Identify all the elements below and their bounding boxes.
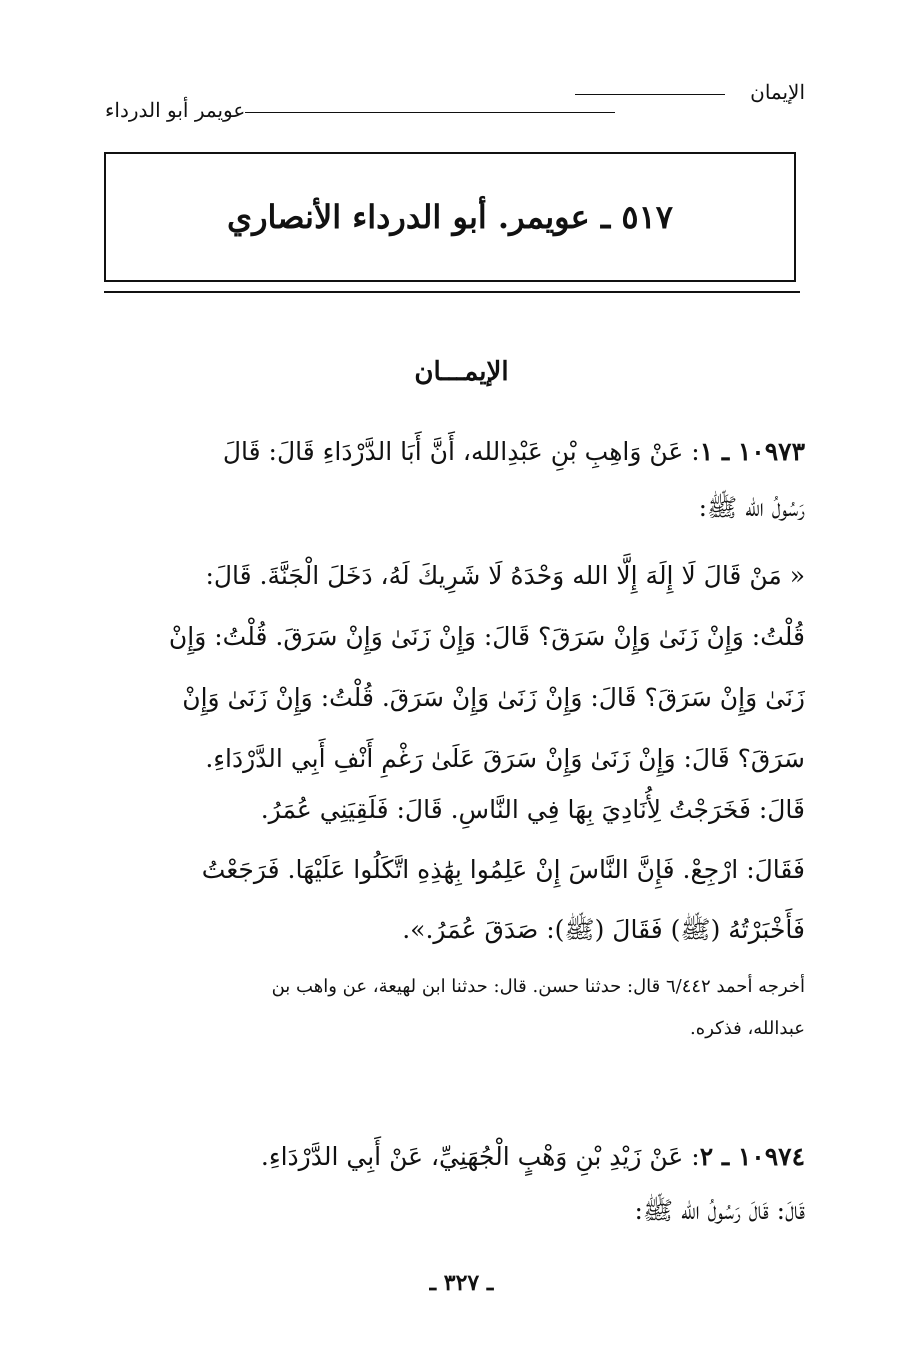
hadith-1-source-note: [105, 966, 805, 1050]
hadith-1-number: ١٠٩٧٣ ـ ١: [699, 437, 805, 466]
hadith-1-continuation-line: قَالَ: فَخَرَجْتُ لِأُنَادِيَ بِهَا فِي النَّاسِ. قَالَ: فَلَقِيَنِي عُمَرُ.: [260, 795, 805, 824]
hadith-1-text: [105, 545, 805, 789]
running-header-rule-left: [245, 112, 615, 113]
source-note-line: أخرجه أحمد ٦/٤٤٢ قال: حدثنا حسن. قال: حدثنا ابن لهيعة، عن واهب بن: [271, 976, 805, 997]
hadith-2-number: ١٠٩٧٤ ـ ٢: [699, 1142, 805, 1171]
hadith-2-line: [105, 1130, 805, 1184]
page-number: ـ ٣٢٧ ـ: [429, 1270, 494, 1296]
hadith-1-intro-line: رَسُولُ الله ﷺ:: [698, 493, 805, 522]
source-note-line: عبدالله، فذكره.: [690, 1018, 805, 1039]
hadith-1-text-line: قُلْتُ: وَإِنْ زَنَىٰ وَإِنْ سَرَقَ؟ قَالَ: وَإِنْ زَنَىٰ وَإِنْ سَرَقَ. قُلْتُ: وَإِنْ: [168, 622, 805, 651]
running-header-person: عويمر أبو الدرداء: [105, 98, 246, 122]
hadith-1-text-line: « مَنْ قَالَ لَا إِلَهَ إِلَّا الله وَحْدَهُ لَا شَرِيكَ لَهُ، دَخَلَ الْجَنَّةَ. قَالَ:: [205, 561, 805, 590]
hadith-1-text-line: سَرَقَ؟ قَالَ: وَإِنْ زَنَىٰ وَإِنْ سَرَقَ عَلَىٰ رَغْمِ أَنْفِ أَبِي الدَّرْدَاءِ.: [205, 744, 805, 773]
hadith-1-continuation-line: فَقَالَ: ارْجِعْ. فَإِنَّ النَّاسَ إِنْ عَلِمُوا بِهَٰذِهِ اتَّكَلُوا عَلَيْهَا. فَرَجَعْتُ: [201, 855, 805, 884]
section-heading: الإيمـــان: [414, 357, 509, 387]
hadith-2-line: قَالَ: قَالَ رَسُولُ الله ﷺ:: [634, 1196, 805, 1225]
running-header-rule-right: [575, 94, 725, 95]
hadith-1-text-line: زَنَىٰ وَإِنْ سَرَقَ؟ قَالَ: وَإِنْ زَنَىٰ وَإِنْ سَرَقَ. قُلْتُ: وَإِنْ زَنَىٰ وَإِنْ: [182, 683, 805, 712]
hadith-2: [105, 1130, 805, 1238]
running-header-chapter: الإيمان: [750, 80, 805, 104]
hadith-1-intro-text: : عَنْ وَاهِبِ بْنِ عَبْدِالله، أَنَّ أَبَا الدَّرْدَاءِ قَالَ: قَالَ: [222, 437, 700, 466]
hadith-1-intro: [105, 424, 805, 536]
title-divider: [104, 291, 800, 293]
hadith-2-text: : عَنْ زَيْدِ بْنِ وَهْبٍ الْجُهَنِيِّ، عَنْ أَبِي الدَّرْدَاءِ.: [260, 1142, 700, 1171]
running-header: [105, 80, 805, 120]
hadith-1-continuation-line: فَأَخْبَرْتُهُ (ﷺ) فَقَالَ (ﷺ): صَدَقَ عُمَرُ.».: [402, 915, 805, 944]
hadith-1-continuation: [105, 780, 805, 960]
hadith-1-intro-line: [105, 424, 805, 480]
page-title: ٥١٧ ـ عويمر. أبو الدرداء الأنصاري: [227, 198, 673, 236]
title-box: [104, 152, 796, 282]
